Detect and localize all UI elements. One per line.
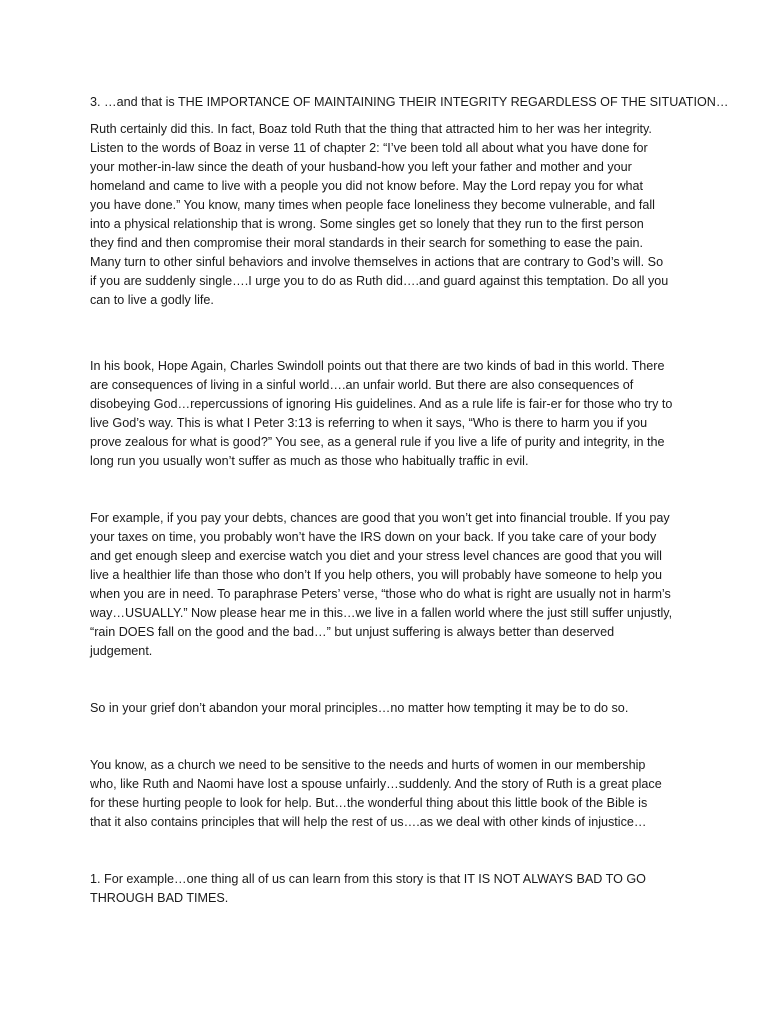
text-line: you have done.” You know, many times when people face loneliness they become vulnerable, and fall (90, 198, 655, 212)
text-line: they find and then compromise their moral standards in their search for something to ease the pain. (90, 236, 644, 250)
text-line: Ruth certainly did this. In fact, Boaz told Ruth that the thing that attracted him to her was her integrity. (90, 122, 652, 136)
text-line: for these hurting people to look for help. But…the wonderful thing about this little book of the Bible is (90, 796, 648, 810)
church-paragraph (90, 756, 690, 832)
text-line: and get enough sleep and exercise watch you diet and your stress level chances are good that you will (90, 549, 662, 563)
text-line: homeland and came to live with a people you did not know before. May the Lord repay you for what (90, 179, 644, 193)
text-line: can to live a godly life. (90, 293, 214, 307)
text-line: disobeying God…repercussions of ignoring His guidelines. And as a rule life is fair-er for those who try to (90, 397, 673, 411)
text-line: way…USUALLY.” Now please hear me in this…we live in a fallen world where the just still suffer unjustly, (90, 606, 673, 620)
text-line: live a healthier life than those who don’t If you help others, you will probably have someone to help you (90, 568, 662, 582)
swindoll-paragraph (90, 357, 690, 471)
text-line: long run you usually won’t suffer as much as those who habitually traffic in evil. (90, 454, 529, 468)
text-line: Listen to the words of Boaz in verse 11 of chapter 2: “I’ve been told all about what you have done for (90, 141, 648, 155)
text-line: prove zealous for what is good?” You see, as a general rule if you live a life of purity and integrity, in the (90, 435, 665, 449)
text-line: So in your grief don’t abandon your moral principles…no matter how tempting it may be to do so. (90, 701, 629, 715)
grief-paragraph (90, 699, 690, 718)
text-line: your mother-in-law since the death of your husband-how you left your father and mother and your (90, 160, 632, 174)
point-3-heading (90, 93, 729, 112)
text-line: 1. For example…one thing all of us can learn from this story is that IT IS NOT ALWAYS BAD TO GO (90, 872, 646, 886)
text-line: when you are in need. To paraphrase Peters’ verse, “those who do what is right are usually not in harm’s (90, 587, 671, 601)
text-line: judgement. (90, 644, 153, 658)
text-line: In his book, Hope Again, Charles Swindoll points out that there are two kinds of bad in this world. There (90, 359, 665, 373)
text-line: THROUGH BAD TIMES. (90, 891, 229, 905)
text-line: are consequences of living in a sinful world….an unfair world. But there are also consequences of (90, 378, 634, 392)
text-line: Many turn to other sinful behaviors and involve themselves in actions that are contrary to God’s will. So (90, 255, 664, 269)
text-line: For example, if you pay your debts, chances are good that you won’t get into financial trouble. If you pay (90, 511, 670, 525)
text-line: your taxes on time, you probably won’t have the IRS down on your back. If you take care of your body (90, 530, 657, 544)
text-line: who, like Ruth and Naomi have lost a spouse unfairly…suddenly. And the story of Ruth is a great place (90, 777, 662, 791)
text-line: live God’s way. This is what I Peter 3:13 is referring to when it says, “Who is there to harm you if you (90, 416, 648, 430)
text-line: that it also contains principles that will help the rest of us….as we deal with other kinds of injustice… (90, 815, 647, 829)
text-line: You know, as a church we need to be sensitive to the needs and hurts of women in our membership (90, 758, 646, 772)
document-page (90, 93, 729, 908)
example-paragraph (90, 509, 690, 661)
text-line: “rain DOES fall on the good and the bad…” but unjust suffering is always better than deserved (90, 625, 615, 639)
text-line: 3. …and that is THE IMPORTANCE OF MAINTAINING THEIR INTEGRITY REGARDLESS OF THE SITUATION… (90, 95, 729, 109)
point-1-paragraph (90, 870, 690, 908)
ruth-integrity-paragraph (90, 120, 690, 310)
text-line: into a physical relationship that is wrong. Some singles get so lonely that they run to the first person (90, 217, 644, 231)
text-line: if you are suddenly single….I urge you to do as Ruth did….and guard against this temptation. Do all you (90, 274, 669, 288)
